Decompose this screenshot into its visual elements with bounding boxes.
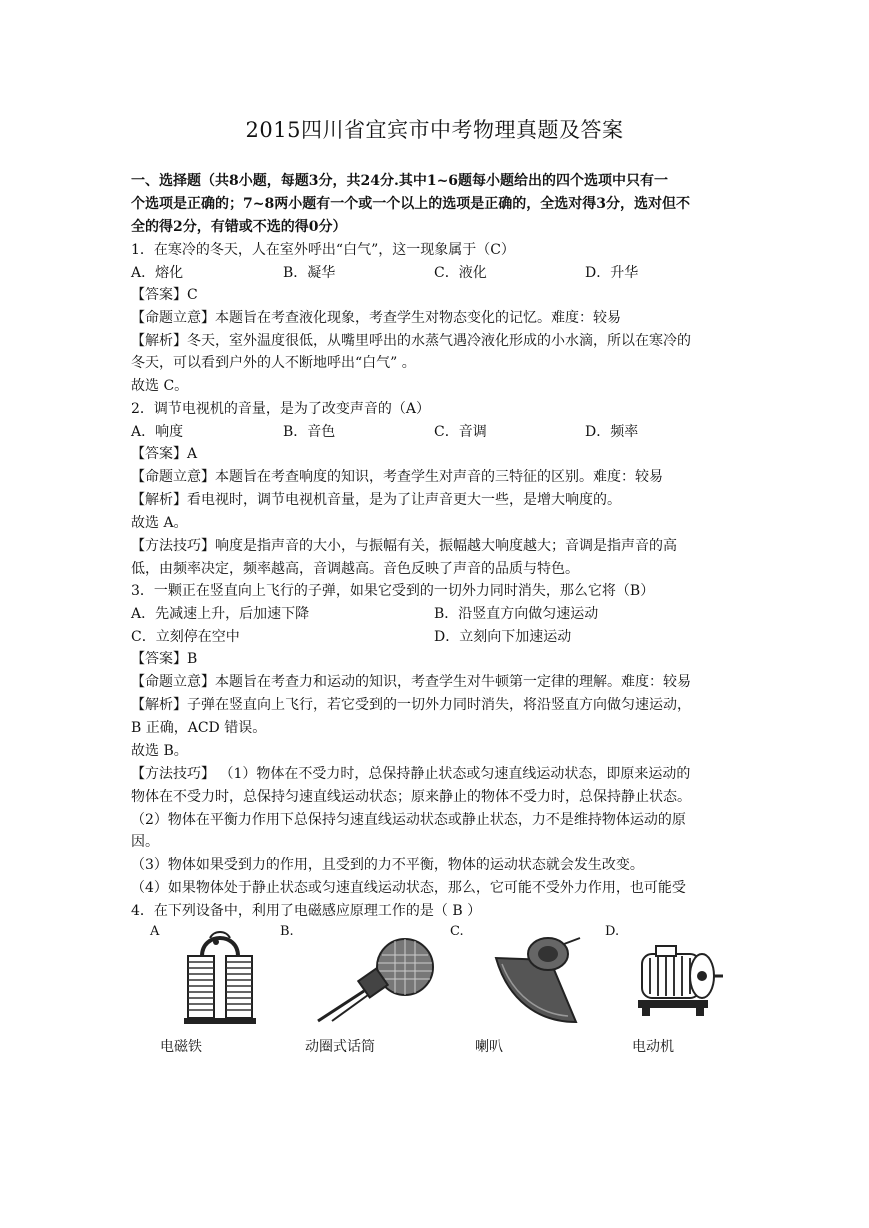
q4-option-d-label: D. xyxy=(605,924,620,939)
q3-tips-line-2: 物体在不受力时，总保持匀速直线运动状态；原来静止的物体不受力时，总保持静止状态。 xyxy=(131,789,691,805)
q2-intent: 【命题立意】本题旨在考查响度的知识，考查学生对声音的三特征的区别。难度：较易 xyxy=(131,469,663,485)
q2-option-d: D．频率 xyxy=(585,424,639,440)
q4-caption-c: 喇叭 xyxy=(475,1039,503,1055)
q3-intent: 【命题立意】本题旨在考查力和运动的知识，考查学生对牛顿第一定律的理解。难度：较易 xyxy=(131,674,691,690)
q3-option-b: B．沿竖直方向做匀速运动 xyxy=(434,606,599,622)
q3-option-a: A．先减速上升，后加速下降 xyxy=(131,606,310,622)
q1-answer: 【答案】C xyxy=(131,287,198,303)
loudspeaker-figure xyxy=(488,930,588,1030)
q3-option-d: D．立刻向下加速运动 xyxy=(434,629,572,645)
q4-option-c-label: C. xyxy=(450,924,464,939)
q4-caption-b: 动圈式话筒 xyxy=(305,1039,375,1055)
q1-analysis-line-1: 【解析】冬天，室外温度很低，从嘴里呼出的水蒸气遇冷液化形成的小水滴，所以在寒冷的 xyxy=(131,333,691,349)
section-header-line-2: 个选项是正确的；7~8两小题有一个或一个以上的选项是正确的，全选对得3分，选对但不 xyxy=(131,196,690,212)
q1-stem: 1．在寒冷的冬天，人在室外呼出“白气”，这一现象属于（C） xyxy=(131,242,515,258)
q1-option-c: C．液化 xyxy=(434,265,487,281)
q2-answer: 【答案】A xyxy=(131,446,198,462)
q2-stem: 2．调节电视机的音量，是为了改变声音的（A） xyxy=(131,401,431,417)
q3-tips-line-6: （4）如果物体处于静止状态或匀速直线运动状态，那么，它可能不受外力作用，也可能受 xyxy=(131,880,686,896)
electric-motor-figure xyxy=(630,940,725,1020)
q3-analysis-line-1: 【解析】子弹在竖直向上飞行，若它受到的一切外力同时消失，将沿竖直方向做匀速运动， xyxy=(131,697,691,713)
q2-option-b: B．音色 xyxy=(283,424,336,440)
q2-option-a: A．响度 xyxy=(131,424,184,440)
q3-stem: 3．一颗正在竖直向上飞行的子弹，如果它受到的一切外力同时消失，那么它将（B） xyxy=(131,583,655,599)
q1-option-a: A．熔化 xyxy=(131,265,184,281)
q3-tips-line-3: （2）物体在平衡力作用下总保持匀速直线运动状态或静止状态，力不是维持物体运动的原 xyxy=(131,812,686,828)
q1-intent: 【命题立意】本题旨在考查液化现象，考查学生对物态变化的记忆。难度：较易 xyxy=(131,310,621,326)
q4-caption-d: 电动机 xyxy=(632,1039,674,1055)
q2-tips-line-1: 【方法技巧】响度是指声音的大小，与振幅有关，振幅越大响度越大；音调是指声音的高 xyxy=(131,538,677,554)
q2-option-c: C．音调 xyxy=(434,424,487,440)
q2-tips-line-2: 低，由频率决定，频率越高，音调越高。音色反映了声音的品质与特色。 xyxy=(131,561,579,577)
q2-choice: 故选 A。 xyxy=(131,515,188,531)
q4-option-a-label: A xyxy=(150,924,160,939)
q3-tips-line-4: 因。 xyxy=(131,834,159,850)
q2-analysis-line-1: 【解析】看电视时，调节电视机音量，是为了让声音更大一些，是增大响度的。 xyxy=(131,492,621,508)
q1-option-b: B．凝华 xyxy=(283,265,336,281)
q3-tips-line-5: （3）物体如果受到力的作用，且受到的力不平衡，物体的运动状态就会发生改变。 xyxy=(131,857,644,873)
q4-stem: 4．在下列设备中，利用了电磁感应原理工作的是（ B ） xyxy=(131,903,482,919)
section-header-line-1: 一、选择题（共8小题，每题3分，共24分.其中1~6题每小题给出的四个选项中只有一 xyxy=(131,173,669,189)
electromagnet-figure xyxy=(180,928,260,1028)
q1-option-d: D．升华 xyxy=(585,265,639,281)
q3-option-c: C．立刻停在空中 xyxy=(131,629,240,645)
q4-caption-a: 电磁铁 xyxy=(160,1039,202,1055)
q3-choice: 故选 B。 xyxy=(131,743,188,759)
q1-analysis-line-2: 冬天，可以看到户外的人不断地呼出“白气” 。 xyxy=(131,355,416,371)
section-header-line-3: 全的得2分，有错或不选的得0分） xyxy=(131,219,347,235)
document-title: 2015四川省宜宾市中考物理真题及答案 xyxy=(245,118,624,142)
q3-analysis-line-2: B 正确，ACD 错误。 xyxy=(131,720,267,736)
q3-answer: 【答案】B xyxy=(131,651,198,667)
microphone-figure xyxy=(310,935,440,1025)
q1-choice: 故选 C。 xyxy=(131,378,189,394)
q3-tips-line-1: 【方法技巧】 （1）物体在不受力时，总保持静止状态或匀速直线运动状态，即原来运动的 xyxy=(131,766,691,782)
q4-option-b-label: B. xyxy=(280,924,294,939)
